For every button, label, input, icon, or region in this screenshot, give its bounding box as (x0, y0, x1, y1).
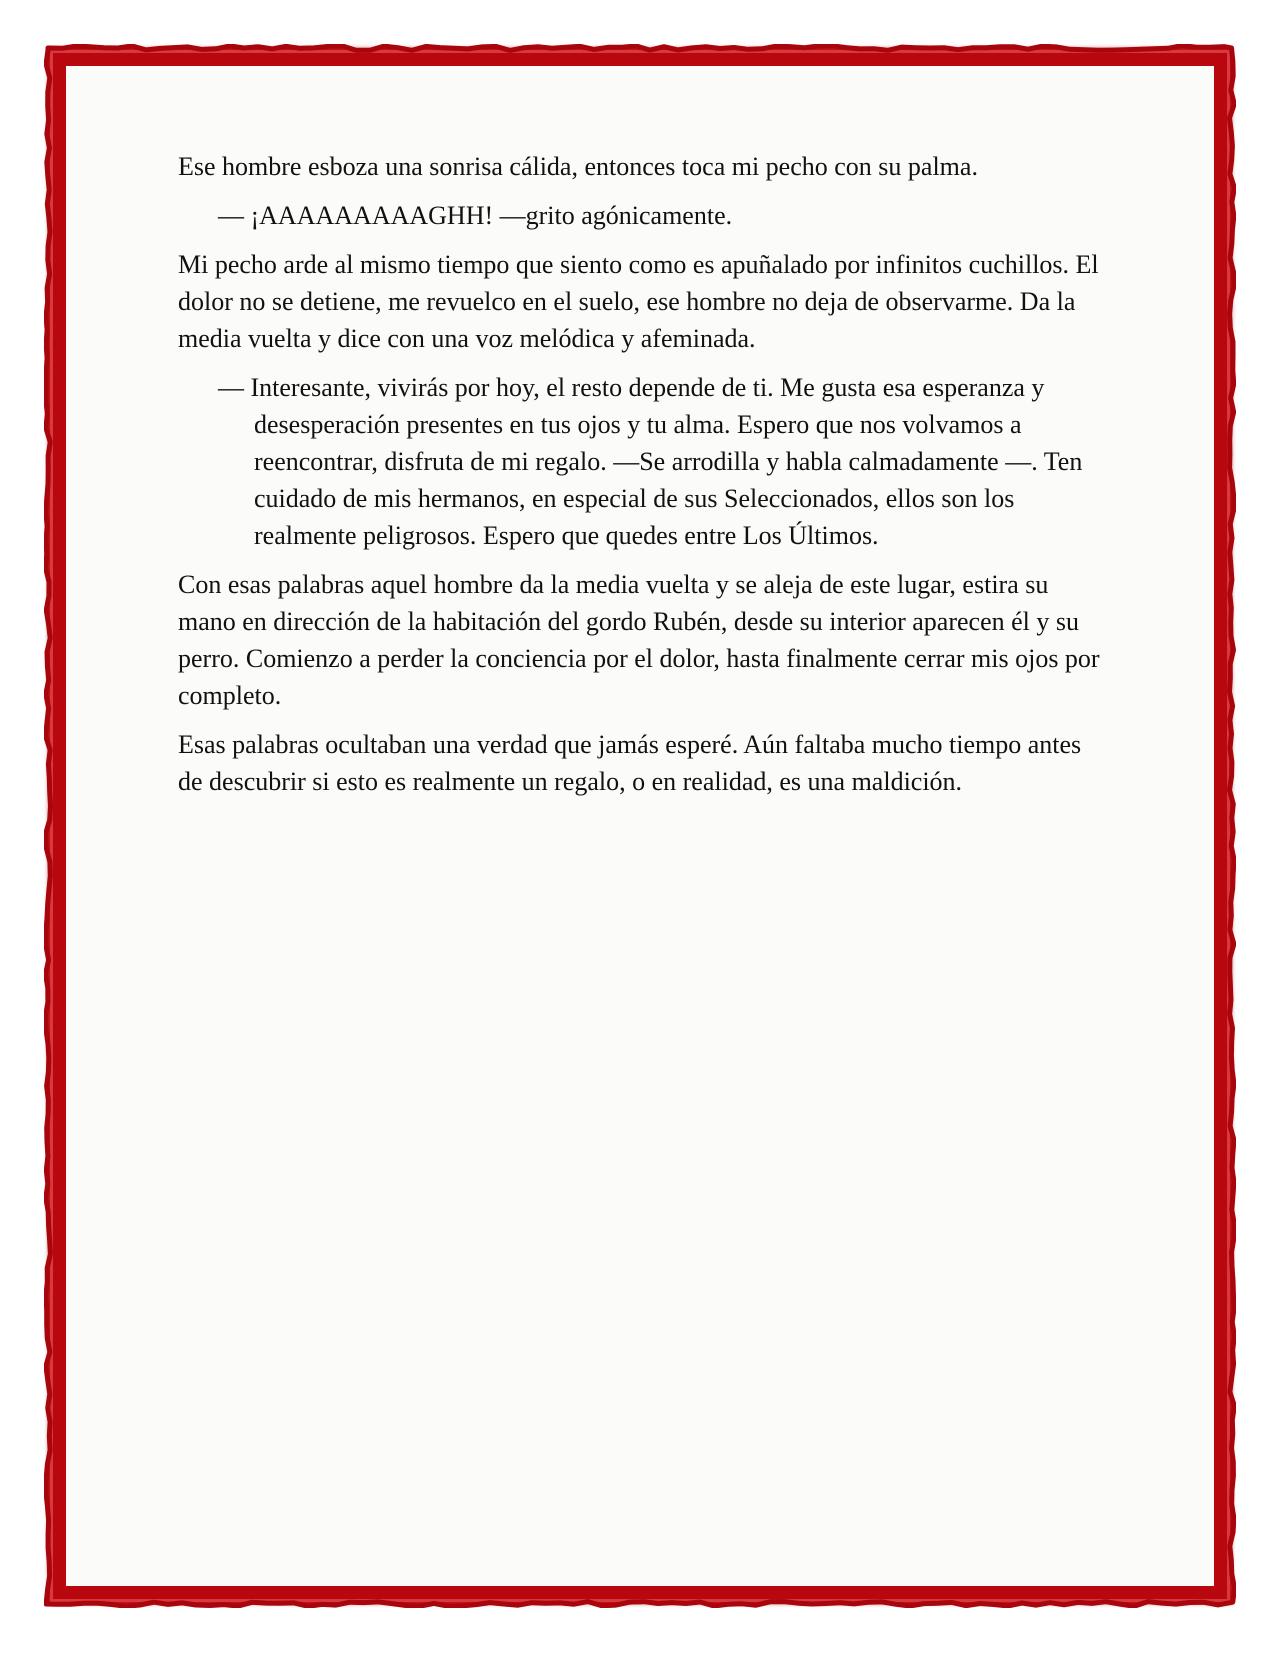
paragraph-narrative: Con esas palabras aquel hombre da la media vuelta y se aleja de este lugar, estira su mano en dirección de la habitación del gordo Rubén, desde su interior aparecen él y su perro. Comienzo a perder la conciencia por el dolor, hasta finalmente cerrar mis ojos por completo. (178, 570, 1100, 710)
paragraph-dialogue: — Interesante, vivirás por hoy, el resto depende de ti. Me gusta esa esperanza y desesperación presentes en tus ojos y tu alma. Espero que nos volvamos a reencontrar, disfruta de mi regalo. —Se arrodilla y habla calmadamente —. Ten cuidado de mis hermanos, en especial de sus Seleccionados, ellos son los realmente peligrosos. Espero que quedes entre Los Últimos. (218, 373, 1083, 550)
paragraph-dialogue: — ¡AAAAAAAAAGHH! —grito agónicamente. (218, 201, 733, 230)
paragraph-narrative: Esas palabras ocultaban una verdad que jamás esperé. Aún faltaba mucho tiempo antes de descubrir si esto es realmente un regalo, o en realidad, es una maldición. (178, 730, 1082, 796)
paragraph-narrative: Ese hombre esboza una sonrisa cálida, entonces toca mi pecho con su palma. (178, 152, 978, 181)
paragraph-narrative: Mi pecho arde al mismo tiempo que siento como es apuñalado por infinitos cuchillos. El dolor no se detiene, me revuelco en el suelo, ese hombre no deja de observarme. Da la media vuelta y dice con una voz melódica y afeminada. (178, 250, 1099, 353)
document-body (178, 148, 1108, 812)
